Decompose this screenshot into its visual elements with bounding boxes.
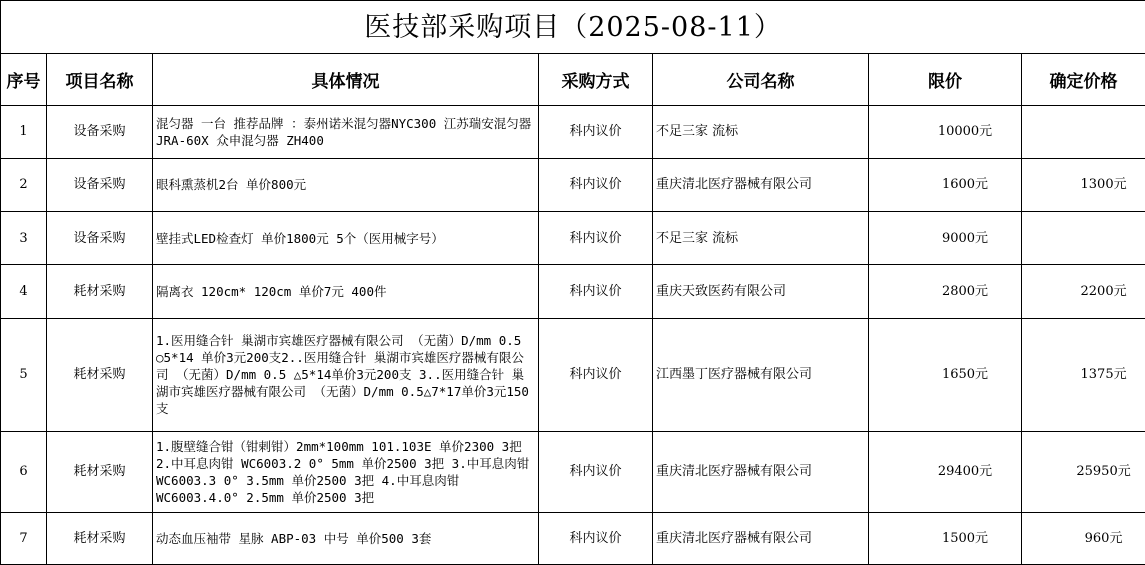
row-limit: 2800元: [869, 265, 1022, 318]
row-limit: 29400元: [869, 432, 1022, 512]
row-method: 科内议价: [539, 432, 653, 512]
table-row: [1, 432, 1145, 512]
row-method: 科内议价: [539, 265, 653, 318]
row-detail: 混匀器 一台 推荐品牌 ：泰州诺米混匀器NYC300 江苏瑞安混匀器 JRA-60X 众申混匀器 ZH400: [153, 105, 539, 158]
row-method: 科内议价: [539, 105, 653, 158]
row-company: 不足三家 流标: [653, 212, 869, 265]
row-type: 设备采购: [47, 212, 153, 265]
row-detail: 壁挂式LED检查灯 单价1800元 5个（医用械字号）: [153, 212, 539, 265]
row-detail: 1.腹壁缝合钳（钳剌钳）2mm*100mm 101.103E 单价2300 3把 2.中耳息肉钳 WC6003.2 0° 5mm 单价2500 3把 3.中耳息肉钳 WC6003.3 0° 3.5mm 单价2500 3把 4.中耳息肉钳 WC6003.4.0° 2.5mm 单价2500 3把: [153, 432, 539, 512]
table-row: [1, 105, 1145, 158]
row-no: 3: [1, 212, 47, 265]
row-no: 4: [1, 265, 47, 318]
table-row: [1, 318, 1145, 432]
row-detail: 眼科熏蒸机2台 单价800元: [153, 158, 539, 211]
row-type: 耗材采购: [47, 512, 153, 564]
row-final: 1300元: [1022, 158, 1145, 211]
row-final: [1022, 105, 1145, 158]
row-method: 科内议价: [539, 212, 653, 265]
header-row: [1, 54, 1145, 105]
header-method: 采购方式: [539, 54, 653, 105]
title-row: [1, 1, 1145, 54]
row-company: 不足三家 流标: [653, 105, 869, 158]
page-title: 医技部采购项目（2025-08-11）: [1, 1, 1145, 54]
row-no: 6: [1, 432, 47, 512]
row-company: 重庆清北医疗器械有限公司: [653, 432, 869, 512]
row-no: 5: [1, 318, 47, 432]
table-row: [1, 512, 1145, 564]
header-company: 公司名称: [653, 54, 869, 105]
row-final: 1375元: [1022, 318, 1145, 432]
row-limit: 9000元: [869, 212, 1022, 265]
row-no: 2: [1, 158, 47, 211]
row-final: [1022, 212, 1145, 265]
row-final: 2200元: [1022, 265, 1145, 318]
row-final: 960元: [1022, 512, 1145, 564]
header-project-name: 项目名称: [47, 54, 153, 105]
table-row: [1, 265, 1145, 318]
row-limit: 10000元: [869, 105, 1022, 158]
row-type: 耗材采购: [47, 265, 153, 318]
row-detail: 动态血压袖带 星脉 ABP-03 中号 单价500 3套: [153, 512, 539, 564]
row-type: 耗材采购: [47, 318, 153, 432]
row-no: 1: [1, 105, 47, 158]
header-final-price: 确定价格: [1022, 54, 1145, 105]
row-company: 江西墨丁医疗器械有限公司: [653, 318, 869, 432]
header-details: 具体情况: [153, 54, 539, 105]
row-limit: 1650元: [869, 318, 1022, 432]
row-final: 25950元: [1022, 432, 1145, 512]
table-row: [1, 212, 1145, 265]
row-company: 重庆天致医药有限公司: [653, 265, 869, 318]
row-company: 重庆清北医疗器械有限公司: [653, 512, 869, 564]
row-limit: 1600元: [869, 158, 1022, 211]
row-detail: 隔离衣 120cm* 120cm 单价7元 400件: [153, 265, 539, 318]
row-type: 耗材采购: [47, 432, 153, 512]
row-type: 设备采购: [47, 105, 153, 158]
table-row: [1, 158, 1145, 211]
row-limit: 1500元: [869, 512, 1022, 564]
header-limit-price: 限价: [869, 54, 1022, 105]
row-no: 7: [1, 512, 47, 564]
row-method: 科内议价: [539, 318, 653, 432]
row-detail: 1.医用缝合针 巢湖市宾雄医疗器械有限公司 （无菌）D/mm 0.5 ○5*14 单价3元200支2..医用缝合针 巢湖市宾雄医疗器械有限公司 （无菌）D/mm 0.5 △5*14单价3元200支 3..医用缝合针 巢湖市宾雄医疗器械有限公司 （无菌）D/mm 0.5△7*17单价3元150支: [153, 318, 539, 432]
row-method: 科内议价: [539, 512, 653, 564]
row-type: 设备采购: [47, 158, 153, 211]
row-company: 重庆清北医疗器械有限公司: [653, 158, 869, 211]
row-method: 科内议价: [539, 158, 653, 211]
header-no: 序号: [1, 54, 47, 105]
